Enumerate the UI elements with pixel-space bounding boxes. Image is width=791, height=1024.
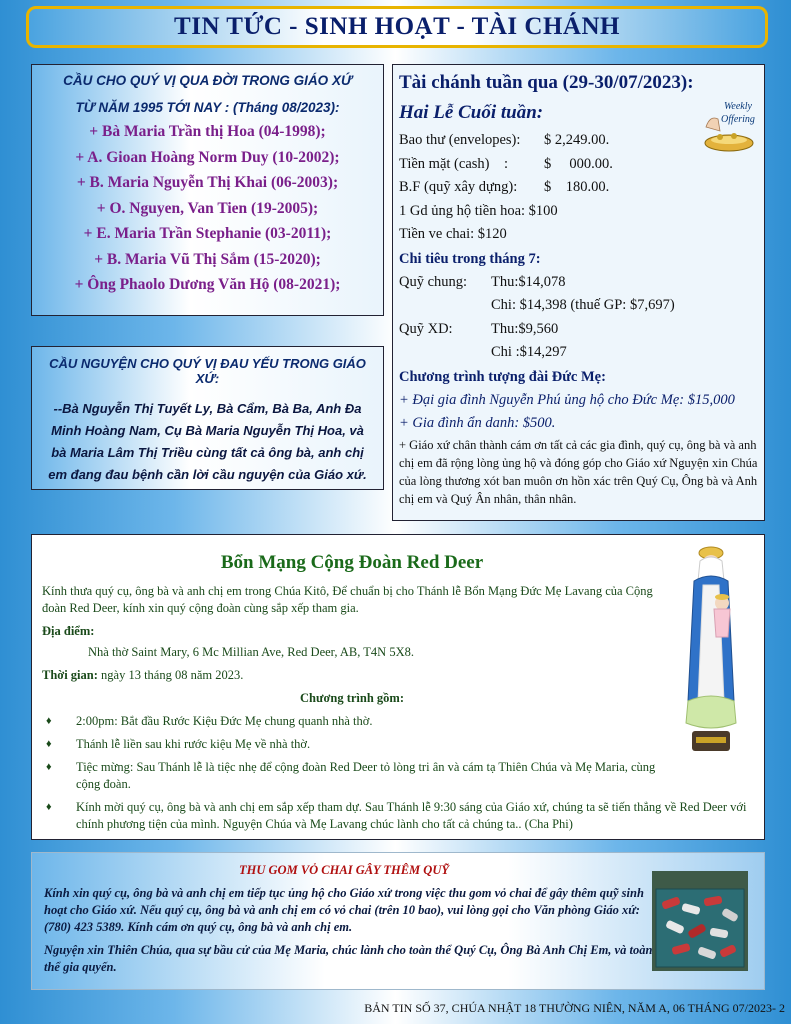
finance-box bbox=[392, 64, 765, 521]
donor-line-2: + Gia đình ẩn danh: $500. bbox=[399, 415, 556, 431]
list-item: + B. Maria Nguyễn Thị Khai (06-2003); bbox=[76, 174, 339, 191]
bottles-line: Tiền ve chai: $120 bbox=[399, 226, 507, 242]
sick-prayer-box bbox=[31, 346, 384, 490]
time-text: ngày 13 tháng 08 năm 2023. bbox=[97, 668, 244, 682]
finance-subtitle: Hai Lễ Cuối tuần: bbox=[399, 102, 544, 123]
list-item: + Ông Phaolo Dương Văn Hộ (08-2021); bbox=[74, 276, 341, 293]
envelopes-label: Bao thư (envelopes): bbox=[399, 132, 521, 148]
deceased-list bbox=[32, 119, 383, 298]
thanks-text: + Giáo xứ chân thành cám ơn tất cả các gia đình, quý cụ, ông bà và anh chị em đã rộng lòng ủng hộ và đóng góp cho Giáo xứ Nguyện xin Chúa của lòng thương xót ban muôn ơn hồn xác trên Quý Cụ, Ông bà và Anh chị em và Quý Ân nhân, thân nhân. bbox=[399, 437, 758, 506]
deceased-title-line2: TỪ NĂM 1995 TỚI NAY : (Tháng 08/2023): bbox=[75, 100, 340, 115]
event-intro: Kính thưa quý cụ, ông bà và anh chị em trong Chúa Kitô, Để chuẩn bị cho Thánh lễ Bổn Mạng Đức Mẹ Lavang của Cộng đoàn Red Deer, kính xin quý cộng đoàn cùng sắp xếp tham gia. bbox=[42, 584, 653, 615]
flowers-line: 1 Gd ủng hộ tiền hoa: $100 bbox=[399, 202, 558, 219]
location-text: Nhà thờ Saint Mary, 6 Mc Millian Ave, Red Deer, AB, T4N 5X8. bbox=[88, 645, 414, 659]
statue-program-title: Chương trình tượng đài Đức Mẹ: bbox=[399, 368, 606, 385]
our-lady-statue-icon bbox=[670, 541, 752, 759]
donor-line-1: + Đại gia đình Nguyễn Phú ủng hộ cho Đức Mẹ: $15,000 bbox=[399, 391, 735, 408]
diamond-bullet-icon: ♦ bbox=[46, 761, 52, 773]
bottle-collection-text: Kính xin quý cụ, ông bà và anh chị em tiếp tục ủng hộ cho Giáo xứ trong việc thu gom vỏ chai để gây thêm quỹ sinh hoạt cho Giáo xứ. Nếu quý cụ, ông bà và anh chị em có vỏ chai (trên 10 bao), vui lòng gọi cho Văn phòng Giáo xứ: (780) 423 5389. Kính cám ơn quý cụ, ông bà và anh chị em. bbox=[44, 886, 644, 934]
list-item: + O. Nguyen, Van Tien (19-2005); bbox=[96, 199, 319, 217]
deceased-title-line1: CẦU CHO QUÝ VỊ QUA ĐỜI TRONG GIÁO XỨ bbox=[63, 73, 352, 88]
expense-title: Chi tiêu trong tháng 7: bbox=[399, 250, 541, 267]
list-item: ♦ Kính mời quý cụ, ông bà và anh chị em sắp xếp tham dự. Sau Thánh lễ 9:30 sáng của Giáo xứ, chúng ta sẽ tiến thẳng về Red Deer với chính phương tiện của mình. Nguyện Chúa và Mẹ Lavang chúc lành cho tất cả chúng ta.. (Cha Phi) bbox=[46, 800, 747, 831]
diamond-bullet-icon: ♦ bbox=[46, 801, 52, 813]
event-box bbox=[31, 534, 765, 840]
diamond-bullet-icon: ♦ bbox=[46, 715, 52, 727]
bf-value: $ 180.00. bbox=[544, 179, 610, 195]
list-item: + Bà Maria Trần thị Hoa (04-1998); bbox=[89, 123, 326, 140]
building-fund-label: Quỹ XD: bbox=[399, 320, 453, 337]
badge-line2: Offering bbox=[721, 114, 755, 125]
footer-issue-info: BẢN TIN SỐ 37, CHÚA NHẬT 18 THƯỜNG NIÊN, NĂM A, 06 THÁNG 07/2023- 2 bbox=[364, 1001, 785, 1015]
cash-label: Tiền mặt (cash) : bbox=[399, 155, 509, 172]
deceased-prayer-box bbox=[31, 64, 384, 316]
location-label: Địa điểm: bbox=[42, 624, 95, 638]
badge-line1: Weekly bbox=[724, 101, 752, 112]
general-fund-out: Chi: $14,398 (thuế GP: $7,697) bbox=[491, 297, 675, 313]
bottle-collection-box bbox=[31, 852, 765, 990]
weekly-offering-icon bbox=[698, 97, 760, 155]
list-item: + A. Gioan Hoàng Norm Duy (10-2002); bbox=[75, 148, 340, 166]
bf-label: B.F (quỹ xây dựng): bbox=[399, 179, 518, 195]
building-fund-in: Thu:$9,560 bbox=[491, 320, 559, 337]
list-item: + E. Maria Trần Stephanie (03-2011); bbox=[83, 225, 332, 242]
time-label: Thời gian: bbox=[42, 668, 98, 682]
general-fund-in: Thu:$14,078 bbox=[491, 273, 566, 290]
envelopes-value: $ 2,249.00. bbox=[544, 132, 610, 148]
bottle-collection-title: THU GOM VỎ CHAI GÂY THÊM QUỸ bbox=[239, 863, 449, 877]
bottles-bin-icon bbox=[652, 871, 748, 971]
sick-list-text: --Bà Nguyễn Thị Tuyết Ly, Bà Cẩm, Bà Ba, Anh Đa Minh Hoàng Nam, Cụ Bà Maria Nguyễn Thị Hoa, và bà Maria Lâm Thị Triều cùng tất cả ông bà, anh chị em đang đau bệnh cần lời cầu nguyện của Giáo xứ. bbox=[48, 401, 367, 482]
program-title: Chương trình gồm: bbox=[299, 691, 405, 705]
diamond-bullet-icon: ♦ bbox=[46, 738, 52, 750]
building-fund-out: Chi :$14,297 bbox=[491, 344, 567, 360]
page-title: TIN TỨC - SINH HOẠT - TÀI CHÁNH bbox=[26, 6, 768, 48]
sick-title: CẦU NGUYỆN CHO QUÝ VỊ ĐAU YẾU TRONG GIÁO XỨ: bbox=[49, 356, 366, 386]
blessing-text: Nguyện xin Thiên Chúa, qua sự bầu cử của Mẹ Maria, chúc lành cho toàn thể Quý Cụ, Ông Bà Anh Chị Em, và toàn thể gia quyến. bbox=[44, 943, 653, 974]
event-title: Bổn Mạng Cộng Đoàn Red Deer bbox=[220, 552, 484, 573]
finance-title: Tài chánh tuần qua (29-30/07/2023): bbox=[399, 72, 694, 93]
general-fund-label: Quỹ chung: bbox=[399, 273, 468, 290]
cash-value: $ 000.00. bbox=[544, 155, 613, 172]
list-item: ♦ 2:00pm: Bắt đầu Rước Kiệu Đức Mẹ chung quanh nhà thờ. bbox=[46, 714, 373, 728]
list-item: ♦ Thánh lễ liền sau khi rước kiệu Mẹ về nhà thờ. bbox=[46, 737, 311, 751]
list-item: + B. Maria Vũ Thị Sắm (15-2020); bbox=[94, 250, 321, 268]
list-item: ♦ Tiệc mừng: Sau Thánh lễ là tiệc nhẹ để cộng đoàn Red Deer tỏ lòng tri ân và cám tạ Thiên Chúa và Mẹ Maria, cùng cộng đoàn. bbox=[46, 760, 656, 791]
